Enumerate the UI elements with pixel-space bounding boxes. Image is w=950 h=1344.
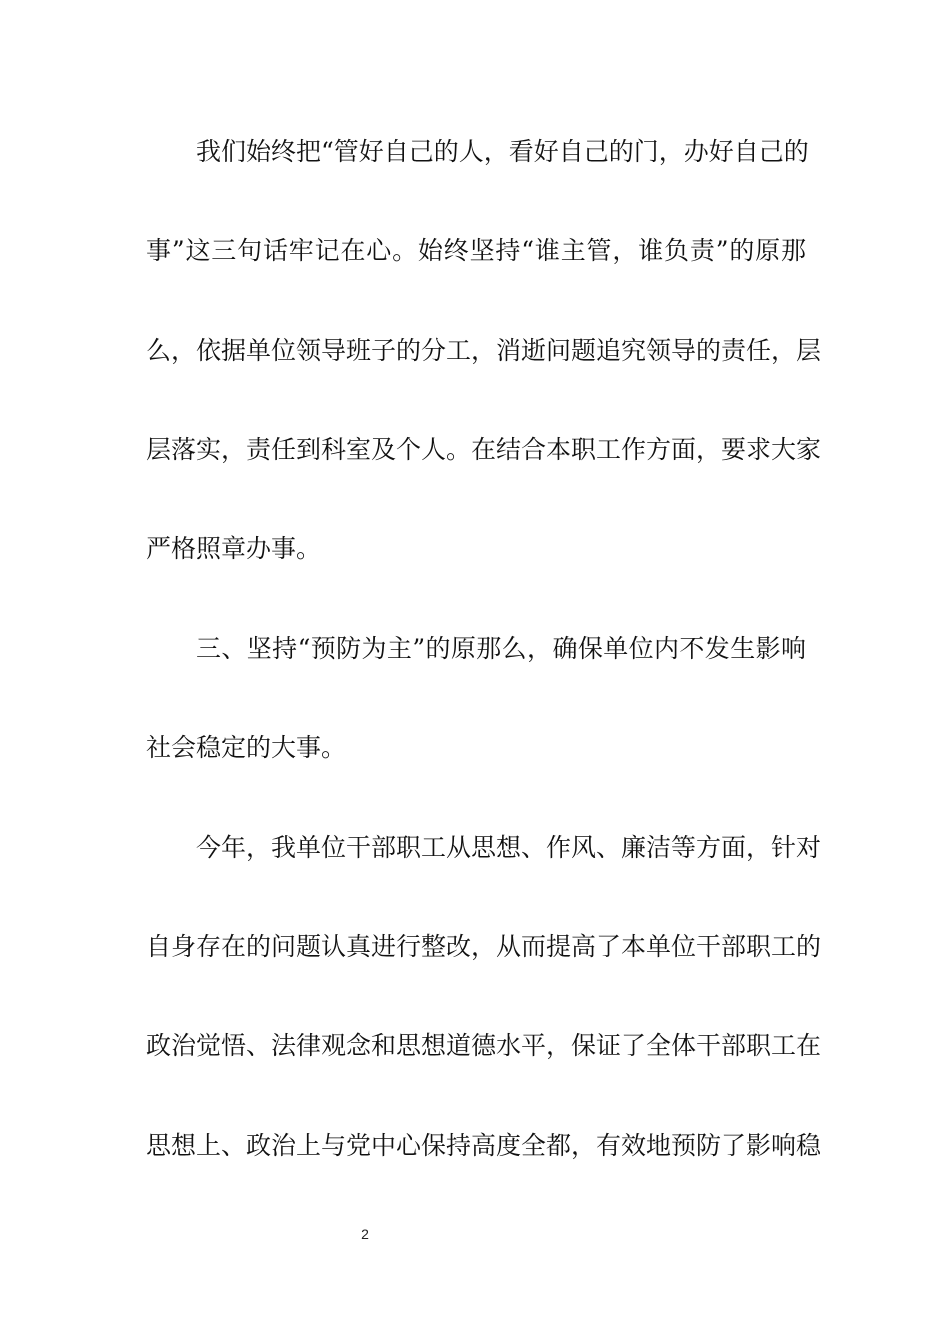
paragraph-line: 今年，我单位干部职工从思想、作风、廉洁等方面，针对 bbox=[196, 833, 822, 862]
paragraph-line: 层落实，责任到科室及个人。在结合本职工作方面，要求大家 bbox=[146, 435, 822, 464]
section-heading-line: 社会稳定的大事。 bbox=[146, 733, 347, 762]
paragraph-line: 么，依据单位领导班子的分工，消逝问题追究领导的责任，层 bbox=[146, 336, 822, 365]
section-heading-line: 三、坚持“预防为主”的原那么，确保单位内不发生影响 bbox=[196, 634, 806, 663]
paragraph-line: 政治觉悟、法律观念和思想道德水平，保证了全体干部职工在 bbox=[146, 1031, 822, 1060]
paragraph-line: 事”这三句话牢记在心。始终坚持“谁主管，谁负责”的原那 bbox=[146, 236, 806, 265]
paragraph-line: 我们始终把“管好自己的人，看好自己的门，办好自己的 bbox=[196, 137, 809, 166]
page-number: 2 bbox=[361, 1226, 369, 1242]
paragraph-line: 严格照章办事。 bbox=[146, 534, 322, 563]
paragraph-line: 思想上、政治上与党中心保持高度全都，有效地预防了影响稳 bbox=[146, 1131, 822, 1160]
paragraph-line: 自身存在的问题认真进行整改，从而提高了本单位干部职工的 bbox=[146, 932, 822, 961]
